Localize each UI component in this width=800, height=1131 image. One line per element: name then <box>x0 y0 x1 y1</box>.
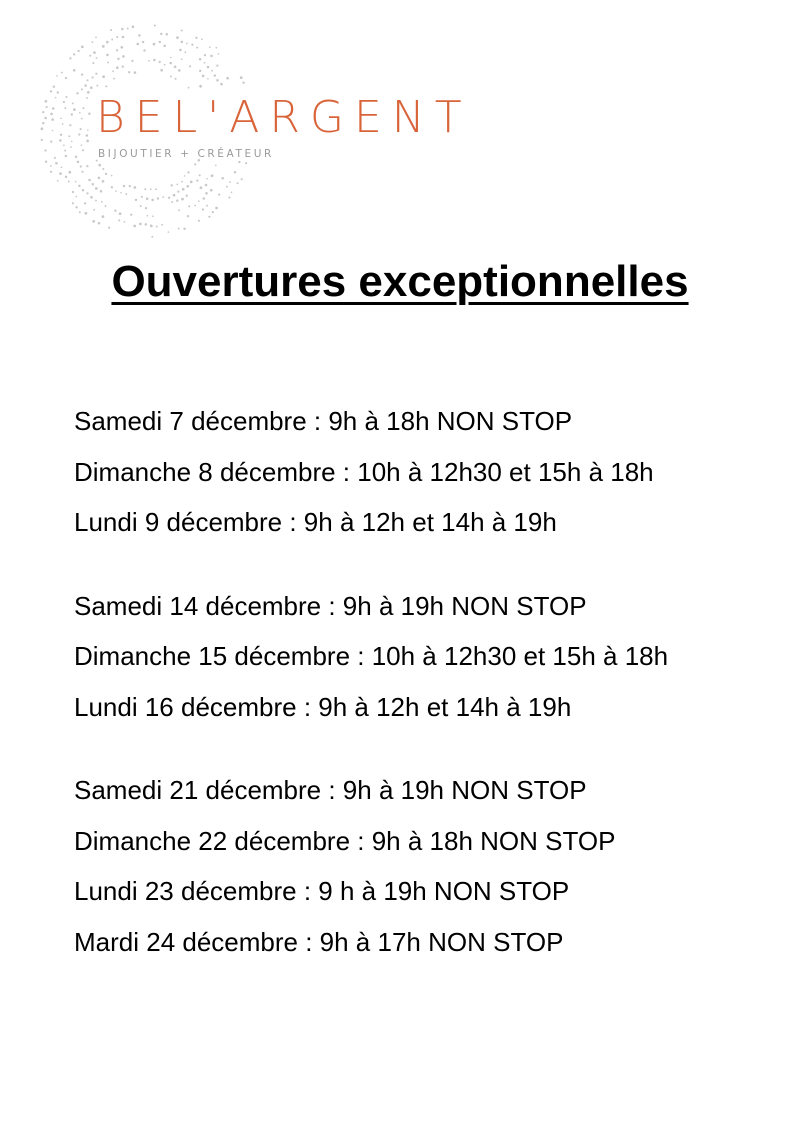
pattern-dot <box>123 185 125 187</box>
pattern-dot <box>42 122 44 124</box>
pattern-dot <box>181 58 183 60</box>
pattern-dot <box>68 135 70 137</box>
pattern-dot <box>143 49 145 51</box>
pattern-dot <box>116 49 118 51</box>
pattern-dot <box>92 76 94 78</box>
pattern-dot <box>79 112 81 114</box>
week-group-2 <box>74 588 774 740</box>
schedule-line: Lundi 23 décembre : 9 h à 19h NON STOP <box>74 876 570 906</box>
pattern-dot <box>210 55 213 58</box>
pattern-dot <box>138 34 141 37</box>
pattern-dot <box>216 64 218 66</box>
pattern-dot <box>190 181 193 184</box>
pattern-dot <box>171 184 173 186</box>
pattern-dot <box>80 128 82 130</box>
pattern-dot <box>198 200 200 202</box>
pattern-dot <box>102 45 105 48</box>
pattern-dot <box>218 53 220 55</box>
pattern-dot <box>122 66 124 68</box>
pattern-dot <box>86 140 89 143</box>
pattern-dot <box>169 62 172 65</box>
pattern-dot <box>184 175 186 177</box>
pattern-dot <box>73 69 76 72</box>
pattern-dot <box>238 161 240 163</box>
pattern-dot <box>81 144 83 146</box>
pattern-dot <box>105 173 107 175</box>
pattern-dot <box>105 85 107 87</box>
pattern-dot <box>186 43 188 45</box>
brand-logo <box>30 18 490 243</box>
schedule-line: Lundi 16 décembre : 9h à 12h et 14h à 19h <box>74 691 572 722</box>
pattern-dot <box>130 214 132 216</box>
pattern-dot <box>71 141 73 143</box>
pattern-dot <box>211 70 213 72</box>
week-group-1 <box>74 403 774 555</box>
pattern-dot <box>81 118 83 120</box>
pattern-dot <box>65 77 67 79</box>
pattern-dot <box>76 92 78 94</box>
pattern-dot <box>117 58 119 60</box>
pattern-dot <box>108 227 110 229</box>
pattern-dot <box>215 164 217 166</box>
pattern-dot <box>112 70 114 72</box>
pattern-dot <box>81 171 83 173</box>
pattern-dot <box>189 65 191 67</box>
pattern-dot <box>160 33 162 35</box>
pattern-dot <box>72 102 74 104</box>
pattern-dot <box>101 201 103 203</box>
pattern-dot <box>212 211 214 213</box>
pattern-dot <box>65 155 67 157</box>
pattern-dot <box>116 66 119 69</box>
pattern-dot <box>122 55 125 58</box>
pattern-dot <box>70 146 72 148</box>
pattern-dot <box>150 225 153 228</box>
pattern-dot <box>194 163 196 165</box>
pattern-dot <box>201 38 203 40</box>
pattern-dot <box>145 207 147 209</box>
pattern-dot <box>86 97 88 99</box>
pattern-dot <box>144 188 146 190</box>
pattern-dot <box>85 212 88 215</box>
pattern-dot <box>89 55 91 57</box>
pattern-dot <box>82 189 84 191</box>
pattern-dot <box>194 205 196 207</box>
pattern-dot <box>116 36 118 38</box>
pattern-dot <box>51 118 54 121</box>
pattern-dot <box>208 216 210 218</box>
pattern-dot <box>50 90 52 92</box>
pattern-dot <box>210 189 213 192</box>
pattern-dot <box>211 174 214 177</box>
pattern-dot <box>111 175 113 177</box>
pattern-dot <box>206 178 208 180</box>
pattern-dot <box>228 197 230 199</box>
pattern-dot <box>168 197 170 199</box>
pattern-dot <box>188 205 190 207</box>
pattern-dot <box>200 186 203 189</box>
pattern-dot <box>159 61 161 63</box>
pattern-dot <box>50 165 52 167</box>
pattern-dot <box>187 215 189 217</box>
pattern-dot <box>218 194 220 196</box>
pattern-dot <box>63 145 65 147</box>
pattern-dot <box>170 76 172 78</box>
pattern-dot <box>88 113 90 115</box>
pattern-dot <box>52 130 54 132</box>
pattern-dot <box>78 133 80 135</box>
pattern-dot <box>55 97 57 99</box>
pattern-dot <box>135 199 137 201</box>
pattern-dot <box>72 191 74 193</box>
pattern-dot <box>162 196 164 198</box>
pattern-dot <box>204 62 206 64</box>
pattern-dot <box>45 100 48 103</box>
pattern-dot <box>46 106 48 108</box>
pattern-dot <box>75 156 77 158</box>
pattern-dot <box>96 57 98 59</box>
pattern-dot <box>124 221 126 223</box>
pattern-dot <box>86 192 88 194</box>
pattern-dot <box>75 206 77 208</box>
pattern-dot <box>88 179 91 182</box>
pattern-dot <box>121 28 124 31</box>
pattern-dot <box>148 60 150 62</box>
schedule-line: Dimanche 8 décembre : 10h à 12h30 et 15h à 18h <box>74 456 654 487</box>
pattern-dot <box>57 180 59 182</box>
pattern-dot <box>119 212 122 215</box>
pattern-dot <box>226 186 228 188</box>
pattern-dot <box>55 162 58 165</box>
pattern-dot <box>93 51 96 54</box>
pattern-dot <box>181 198 184 201</box>
pattern-dot <box>186 185 189 188</box>
pattern-dot <box>111 39 113 41</box>
schedule-line: Dimanche 15 décembre : 10h à 12h30 et 15h à 18h <box>74 641 669 671</box>
pattern-dot <box>207 66 210 69</box>
pattern-dot <box>71 113 73 115</box>
pattern-dot <box>160 69 163 72</box>
week-group-3 <box>74 772 774 974</box>
pattern-dot <box>93 209 95 211</box>
pattern-dot <box>173 194 176 197</box>
pattern-dot <box>220 83 223 86</box>
pattern-dot <box>177 191 179 193</box>
schedule-line: Samedi 7 décembre : 9h à 18h NON STOP <box>74 406 573 436</box>
pattern-dot <box>161 224 163 226</box>
pattern-dot <box>110 29 112 31</box>
pattern-dot <box>216 79 219 82</box>
pattern-dot <box>234 171 236 173</box>
pattern-dot <box>152 215 154 217</box>
pattern-dot <box>181 41 184 44</box>
pattern-dot <box>181 29 183 31</box>
pattern-dot <box>68 181 70 183</box>
pattern-dot <box>134 71 137 74</box>
pattern-dot <box>229 181 231 183</box>
pattern-dot <box>140 205 142 207</box>
pattern-dot <box>68 171 71 174</box>
pattern-dot <box>62 123 64 125</box>
pattern-dot <box>90 86 93 89</box>
pattern-dot <box>204 54 206 56</box>
pattern-dot <box>178 69 181 72</box>
pattern-dot <box>186 195 188 197</box>
pattern-dot <box>63 101 65 103</box>
pattern-dot <box>61 166 63 168</box>
pattern-dot <box>80 165 82 167</box>
pattern-dot <box>187 171 189 173</box>
pattern-dot <box>191 44 193 46</box>
pattern-dot <box>168 231 170 233</box>
pattern-dot <box>105 205 107 207</box>
pattern-dot <box>86 79 88 81</box>
pattern-dot <box>75 181 77 183</box>
pattern-dot <box>81 73 83 75</box>
pattern-dot <box>111 186 113 188</box>
pattern-dot <box>154 24 156 26</box>
pattern-dot <box>199 174 201 176</box>
pattern-dot <box>178 228 180 230</box>
pattern-dot <box>95 187 98 190</box>
pattern-dot <box>178 209 180 211</box>
pattern-dot <box>60 134 62 136</box>
pattern-dot <box>153 59 156 62</box>
pattern-dot <box>179 49 182 52</box>
pattern-dot <box>206 205 208 207</box>
pattern-dot <box>86 134 89 137</box>
schedule-line: Dimanche 22 décembre : 9h à 18h NON STOP <box>74 825 616 856</box>
pattern-dot <box>79 211 81 213</box>
pattern-dot <box>84 84 87 87</box>
pattern-dot <box>44 117 47 120</box>
pattern-dot <box>134 186 137 189</box>
pattern-dot <box>45 161 47 163</box>
pattern-dot <box>120 192 122 194</box>
pattern-dot <box>92 62 94 64</box>
pattern-dot <box>59 172 62 175</box>
pattern-dot <box>205 192 208 195</box>
pattern-dot <box>102 75 105 78</box>
pattern-dot <box>170 57 172 59</box>
pattern-dot <box>159 41 161 43</box>
pattern-dot <box>199 85 202 88</box>
pattern-dot <box>221 177 224 180</box>
pattern-dot <box>195 37 197 39</box>
pattern-dot <box>241 178 243 180</box>
pattern-dot <box>86 165 88 167</box>
pattern-dot <box>41 139 43 141</box>
pattern-dot <box>174 65 177 68</box>
pattern-dot <box>95 73 97 75</box>
pattern-dot <box>137 43 140 46</box>
pattern-dot <box>205 184 208 187</box>
pattern-dot <box>102 168 104 170</box>
pattern-dot <box>81 46 84 49</box>
pattern-dot <box>122 36 125 39</box>
pattern-dot <box>183 228 185 230</box>
pattern-dot <box>84 202 86 204</box>
pattern-dot <box>92 183 94 185</box>
pattern-dot <box>155 188 157 190</box>
pattern-dot <box>98 177 101 180</box>
pattern-dot <box>95 36 97 38</box>
pattern-dot <box>98 222 101 225</box>
pattern-dot <box>203 197 206 200</box>
pattern-dot <box>42 111 44 113</box>
pattern-dot <box>176 199 178 201</box>
pattern-dot <box>133 225 136 228</box>
pattern-dot <box>98 164 101 167</box>
schedule-line: Samedi 14 décembre : 9h à 19h NON STOP <box>74 590 587 621</box>
pattern-dot <box>113 78 115 80</box>
pattern-dot <box>196 179 198 181</box>
brand-tagline: BIJOUTIER + CRÉATEUR <box>98 148 274 160</box>
opening-hours-list <box>74 403 774 1007</box>
pattern-dot <box>153 43 156 46</box>
pattern-dot <box>215 47 217 49</box>
pattern-dot <box>209 46 211 48</box>
pattern-dot <box>95 200 97 202</box>
pattern-dot <box>188 87 190 89</box>
pattern-dot <box>107 61 109 63</box>
pattern-dot <box>57 91 59 93</box>
pattern-dot <box>87 129 89 131</box>
pattern-dot <box>196 47 198 49</box>
pattern-dot <box>176 183 178 185</box>
pattern-dot <box>64 150 66 152</box>
pattern-dot <box>139 223 142 226</box>
pattern-dot <box>60 118 62 120</box>
brand-name: BEL'ARGENT <box>96 92 472 143</box>
pattern-dot <box>64 107 66 109</box>
pattern-dot <box>237 182 239 184</box>
pattern-dot <box>147 215 149 217</box>
pattern-dot <box>242 81 244 83</box>
pattern-dot <box>72 202 74 204</box>
pattern-dot <box>171 201 173 203</box>
pattern-dot <box>151 236 153 238</box>
pattern-dot <box>150 188 152 190</box>
pattern-dot <box>164 64 166 66</box>
pattern-dot <box>199 70 201 72</box>
pattern-dot <box>245 162 247 164</box>
pattern-dot <box>181 181 183 183</box>
pattern-dot <box>231 191 233 193</box>
pattern-dot <box>82 107 84 109</box>
pattern-dot <box>184 51 186 53</box>
pattern-dot <box>199 58 202 61</box>
pattern-dot <box>102 215 105 218</box>
pattern-dot <box>44 149 46 151</box>
pattern-dot <box>166 33 169 36</box>
pattern-dot <box>142 41 144 43</box>
pattern-dot <box>202 75 205 78</box>
pattern-dot <box>151 199 154 202</box>
pattern-dot <box>69 124 71 126</box>
pattern-dot <box>240 76 243 79</box>
pattern-dot <box>90 196 93 199</box>
pattern-dot <box>207 78 209 80</box>
pattern-dot <box>176 36 179 39</box>
pattern-dot <box>128 71 130 73</box>
pattern-dot <box>141 196 143 198</box>
pattern-dot <box>146 197 149 200</box>
pattern-dot <box>202 208 204 210</box>
pattern-dot <box>56 75 58 77</box>
pattern-dot <box>54 157 56 159</box>
pattern-dot <box>52 107 55 110</box>
pattern-dot <box>114 210 116 212</box>
pattern-dot <box>50 140 52 142</box>
pattern-dot <box>129 185 131 187</box>
pattern-dot <box>131 60 133 62</box>
pattern-dot <box>175 78 177 80</box>
pattern-dot <box>59 139 62 142</box>
pattern-dot <box>61 72 63 74</box>
pattern-dot <box>215 207 218 210</box>
pattern-dot <box>132 25 135 28</box>
pattern-dot <box>118 219 120 221</box>
pattern-dot <box>65 96 67 98</box>
pattern-dot <box>120 46 123 49</box>
pattern-dot <box>182 188 185 191</box>
pattern-dot <box>77 161 80 164</box>
pattern-dot <box>87 91 90 94</box>
pattern-dot <box>106 54 109 57</box>
pattern-dot <box>41 127 44 130</box>
pattern-dot <box>127 28 129 30</box>
pattern-dot <box>81 88 83 90</box>
pattern-dot <box>82 149 84 151</box>
pattern-dot <box>106 41 109 44</box>
schedule-line: Mardi 24 décembre : 9h à 17h NON STOP <box>74 926 564 957</box>
pattern-dot <box>50 171 52 173</box>
pattern-dot <box>73 53 75 55</box>
pattern-dot <box>145 223 147 225</box>
pattern-dot <box>50 113 53 116</box>
pattern-dot <box>100 190 103 193</box>
page-title: Ouvertures exceptionnelles <box>111 257 689 306</box>
pattern-dot <box>163 45 166 48</box>
pattern-dot <box>92 220 95 223</box>
schedule-line: Lundi 9 décembre : 9h à 12h et 14h à 19h <box>74 507 557 537</box>
pattern-dot <box>214 74 216 76</box>
pattern-dot <box>198 220 200 222</box>
pattern-dot <box>77 50 79 52</box>
pattern-dot <box>69 57 71 59</box>
pattern-dot <box>125 193 127 195</box>
pattern-dot <box>92 41 94 43</box>
pattern-dot <box>156 226 158 228</box>
pattern-dot <box>53 85 55 87</box>
pattern-dot <box>226 77 229 80</box>
pattern-dot <box>96 85 98 87</box>
pattern-dot <box>157 197 159 199</box>
pattern-dot <box>78 185 80 187</box>
pattern-dot <box>75 196 77 198</box>
pattern-dot <box>115 190 117 192</box>
pattern-dot <box>65 176 67 178</box>
pattern-dot <box>102 180 105 183</box>
schedule-line: Samedi 21 décembre : 9h à 19h NON STOP <box>74 775 587 805</box>
pattern-dot <box>73 108 76 111</box>
